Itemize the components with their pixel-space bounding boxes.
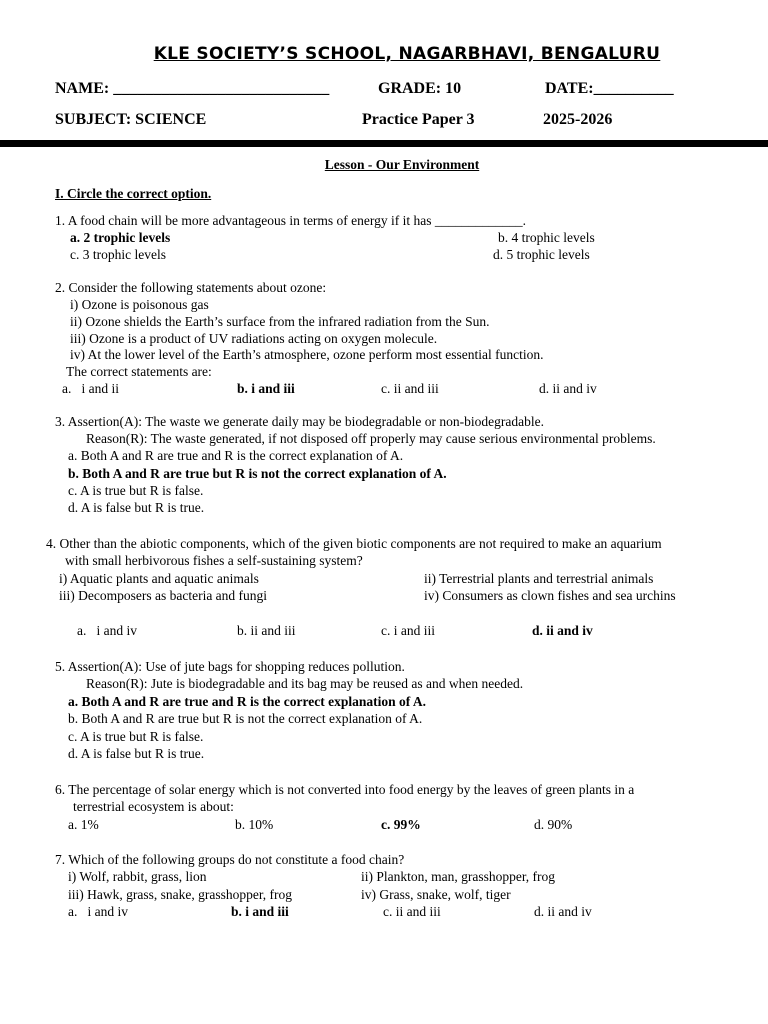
q3-reason: Reason(R): The waste generated, if not disposed off properly may cause serious environmental problems. (86, 431, 656, 446)
q2-statement-3: iii) Ozone is a product of UV radiations acting on oxygen molecule. (70, 331, 438, 346)
academic-year: 2025-2026 (543, 111, 613, 128)
q5-option-a[interactable]: a. Both A and R are true and R is the correct explanation of A. (68, 694, 427, 709)
q5-assertion: 5. Assertion(A): Use of jute bags for shopping reduces pollution. (55, 659, 405, 674)
q6-question-line2: terrestrial ecosystem is about: (73, 799, 234, 814)
subject-label: SUBJECT: SCIENCE (55, 111, 207, 128)
paper-label: Practice Paper 3 (362, 111, 475, 128)
q3-option-a[interactable]: a. Both A and R are true and R is the correct explanation of A. (68, 448, 404, 463)
date-field-label: DATE:__________ (545, 80, 674, 97)
q4-option-a[interactable]: a. i and iv (77, 623, 137, 638)
q4-statement-4: iv) Consumers as clown fishes and sea urchins (424, 588, 676, 603)
q4-statement-1: i) Aquatic plants and aquatic animals (59, 571, 259, 586)
q5-option-c[interactable]: c. A is true but R is false. (68, 729, 204, 744)
q2-option-b[interactable]: b. i and iii (237, 381, 295, 396)
school-title: KLE SOCIETY’S SCHOOL, NAGARBHAVI, BENGALURU (153, 44, 661, 64)
q1-option-d[interactable]: d. 5 trophic levels (493, 247, 590, 262)
q5-reason: Reason(R): Jute is biodegradable and its bag may be reused as and when needed. (86, 676, 524, 691)
q1-option-c[interactable]: c. 3 trophic levels (70, 247, 166, 262)
q3-option-d[interactable]: d. A is false but R is true. (68, 500, 205, 515)
q6-option-c[interactable]: c. 99% (381, 817, 421, 832)
q1-option-a[interactable]: a. 2 trophic levels (70, 230, 171, 245)
q3-option-c[interactable]: c. A is true but R is false. (68, 483, 204, 498)
q7-option-c[interactable]: c. ii and iii (383, 904, 441, 919)
q4-option-c[interactable]: c. i and iii (381, 623, 435, 638)
q4-statement-3: iii) Decomposers as bacteria and fungi (59, 588, 268, 603)
q2-statement-4: iv) At the lower level of the Earth’s atmosphere, ozone perform most essential function. (70, 347, 544, 362)
q2-statement-1: i) Ozone is poisonous gas (70, 297, 209, 312)
q6-option-b[interactable]: b. 10% (235, 817, 274, 832)
q4-option-b[interactable]: b. ii and iii (237, 623, 296, 638)
q2-option-a[interactable]: a. i and ii (62, 381, 119, 396)
header-divider (0, 140, 768, 147)
q7-statement-3: iii) Hawk, grass, snake, grasshopper, frog (68, 887, 293, 902)
q6-option-d[interactable]: d. 90% (534, 817, 573, 832)
q6-option-a[interactable]: a. 1% (68, 817, 99, 832)
q2-prompt: The correct statements are: (66, 364, 212, 379)
q2-question: 2. Consider the following statements about ozone: (55, 280, 327, 295)
q4-question-line1: 4. Other than the abiotic components, which of the given biotic components are not required to make an aquarium (46, 536, 662, 551)
q3-option-b[interactable]: b. Both A and R are true but R is not the correct explanation of A. (68, 466, 447, 481)
q3-assertion: 3. Assertion(A): The waste we generate daily may be biodegradable or non-biodegradable. (55, 414, 544, 429)
q5-option-d[interactable]: d. A is false but R is true. (68, 746, 205, 761)
q7-option-d[interactable]: d. ii and iv (534, 904, 592, 919)
q4-option-d[interactable]: d. ii and iv (532, 623, 593, 638)
q1-question: 1. A food chain will be more advantageous in terms of energy if it has _____________. (55, 213, 527, 228)
q5-option-b[interactable]: b. Both A and R are true but R is not the correct explanation of A. (68, 711, 423, 726)
lesson-title: Lesson - Our Environment (324, 157, 480, 172)
q7-option-a[interactable]: a. i and iv (68, 904, 128, 919)
q2-option-d[interactable]: d. ii and iv (539, 381, 597, 396)
q7-question: 7. Which of the following groups do not constitute a food chain? (55, 852, 405, 867)
q4-question-line2: with small herbivorous fishes a self-sustaining system? (65, 553, 363, 568)
q7-statement-4: iv) Grass, snake, wolf, tiger (361, 887, 511, 902)
q4-statement-2: ii) Terrestrial plants and terrestrial animals (424, 571, 654, 586)
name-field-label: NAME: ___________________________ (55, 80, 330, 97)
q7-statement-1: i) Wolf, rabbit, grass, lion (68, 869, 207, 884)
section-heading: I. Circle the correct option. (55, 186, 212, 201)
q7-statement-2: ii) Plankton, man, grasshopper, frog (361, 869, 556, 884)
q1-option-b[interactable]: b. 4 trophic levels (498, 230, 595, 245)
grade-label: GRADE: 10 (378, 80, 462, 97)
q7-option-b[interactable]: b. i and iii (231, 904, 289, 919)
q2-statement-2: ii) Ozone shields the Earth’s surface from the infrared radiation from the Sun. (70, 314, 490, 329)
q2-option-c[interactable]: c. ii and iii (381, 381, 439, 396)
q6-question-line1: 6. The percentage of solar energy which is not converted into food energy by the leaves of green plants in a (55, 782, 635, 797)
